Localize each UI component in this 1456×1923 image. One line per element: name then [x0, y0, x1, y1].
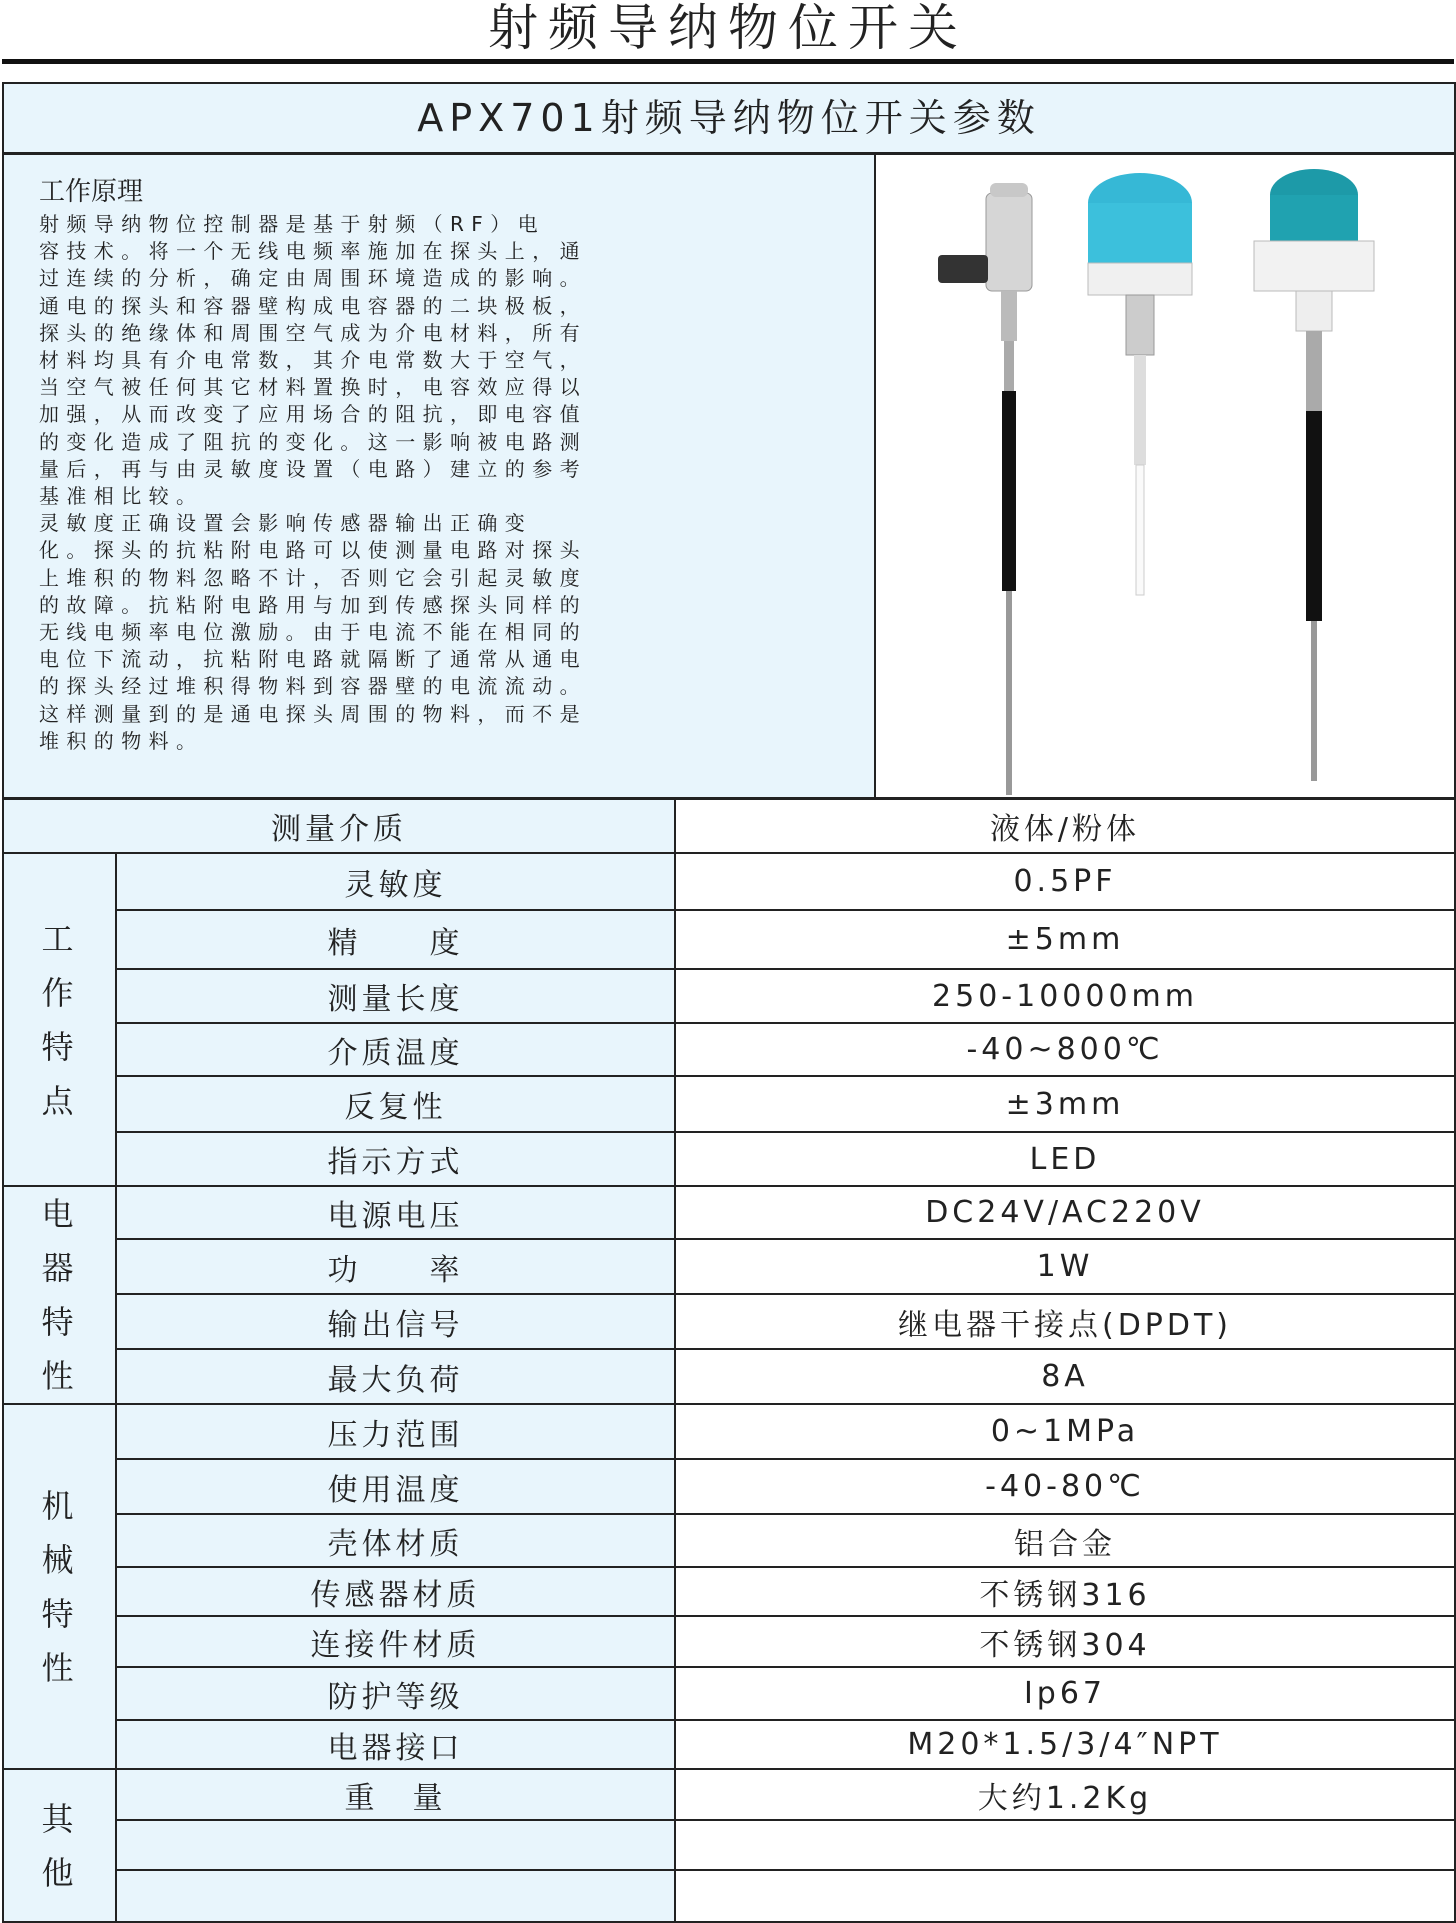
principle-line: 容技术。将一个无线电频率施加在探头上，通 — [39, 239, 587, 264]
param-label: 灵敏度 — [116, 853, 675, 910]
table-row — [4, 1514, 1454, 1567]
page-title: 射频导纳物位开关 — [488, 0, 968, 57]
table-row — [4, 910, 1454, 969]
table-row — [4, 1239, 1454, 1294]
principle-line: 灵敏度正确设置会影响传感器输出正确变 — [39, 511, 533, 536]
table-title: APX701射频导纳物位开关参数 — [4, 84, 1454, 155]
table-row — [4, 1870, 1454, 1922]
table-row — [4, 1294, 1454, 1350]
table-row — [4, 1186, 1454, 1239]
group-label — [4, 1404, 116, 1769]
principle-line: 过连续的分析，确定由周围环境造成的影响。 — [39, 266, 587, 291]
group-label-char: 其 — [41, 1799, 78, 1838]
medium-value: 液体/粉体 — [675, 800, 1454, 853]
param-label: 测量长度 — [116, 969, 675, 1023]
table-row — [4, 1720, 1454, 1769]
param-label: 功 率 — [116, 1239, 675, 1294]
param-value: ±5mm — [675, 910, 1454, 969]
group-label-char: 工 — [41, 919, 78, 958]
group-label-char: 特 — [41, 1027, 78, 1066]
param-value: 250-10000mm — [675, 969, 1454, 1023]
group-label-char: 机 — [41, 1486, 78, 1525]
principle-line: 通电的探头和容器壁构成电容器的二块极板， — [39, 293, 587, 318]
principle-heading: 工作原理 — [39, 177, 144, 207]
group-label — [4, 1769, 116, 1922]
param-label — [116, 1870, 675, 1922]
table-row — [4, 1459, 1454, 1514]
table-row — [4, 1820, 1454, 1870]
group-label-char: 点 — [41, 1081, 78, 1120]
group-label — [4, 853, 116, 1186]
spec-table — [2, 82, 1456, 1923]
parameter-table — [4, 800, 1454, 1923]
principle-text-cell — [4, 155, 876, 797]
level-switch-probes-image — [876, 155, 1452, 795]
param-value — [675, 1820, 1454, 1870]
param-label: 电源电压 — [116, 1186, 675, 1239]
principle-line: 基准相比较。 — [39, 484, 204, 509]
table-row — [4, 853, 1454, 910]
param-label: 壳体材质 — [116, 1514, 675, 1567]
param-value: 不锈钢304 — [675, 1616, 1454, 1667]
param-value — [675, 1870, 1454, 1922]
table-row — [4, 1349, 1454, 1404]
param-value: 1W — [675, 1239, 1454, 1294]
group-label-char: 器 — [41, 1249, 78, 1287]
param-value: 不锈钢316 — [675, 1567, 1454, 1616]
param-value: 大约1.2Kg — [675, 1769, 1454, 1820]
principle-section — [4, 155, 1454, 800]
param-label: 介质温度 — [116, 1023, 675, 1076]
param-label: 防护等级 — [116, 1667, 675, 1720]
param-value: DC24V/AC220V — [675, 1186, 1454, 1239]
table-row — [4, 1404, 1454, 1459]
principle-line: 探头的绝缘体和周围空气成为介电材料，所有 — [39, 320, 587, 345]
param-value: ±3mm — [675, 1076, 1454, 1132]
principle-line: 材料均具有介电常数，其介电常数大于空气， — [39, 348, 587, 373]
title-rule — [2, 59, 1454, 64]
product-photo — [876, 155, 1454, 797]
principle-body — [39, 211, 874, 755]
table-row — [4, 969, 1454, 1023]
group-label-char: 他 — [41, 1853, 78, 1892]
param-label: 重 量 — [116, 1769, 675, 1820]
param-value: 8A — [675, 1349, 1454, 1404]
group-label-char: 特 — [41, 1303, 78, 1341]
group-label-char: 性 — [41, 1357, 78, 1395]
param-value: M20*1.5/3/4″NPT — [675, 1720, 1454, 1769]
param-label: 输出信号 — [116, 1294, 675, 1350]
param-value: Ip67 — [675, 1667, 1454, 1720]
principle-line: 的变化造成了阻抗的变化。这一影响被电路测 — [39, 429, 587, 454]
group-label-char: 械 — [41, 1540, 78, 1579]
param-value: LED — [675, 1132, 1454, 1186]
principle-line: 堆积的物料。 — [39, 728, 204, 753]
param-value: 0~1MPa — [675, 1404, 1454, 1459]
group-label — [4, 1186, 116, 1404]
param-label: 反复性 — [116, 1076, 675, 1132]
table-row — [4, 1567, 1454, 1616]
param-label: 电器接口 — [116, 1720, 675, 1769]
group-label-char: 电 — [41, 1195, 78, 1233]
param-value: 铝合金 — [675, 1514, 1454, 1567]
principle-line: 化。探头的抗粘附电路可以使测量电路对探头 — [39, 538, 587, 563]
table-row — [4, 1616, 1454, 1667]
group-label-char: 性 — [41, 1648, 78, 1687]
param-label: 精 度 — [116, 910, 675, 969]
param-label: 最大负荷 — [116, 1349, 675, 1404]
table-row — [4, 1132, 1454, 1186]
group-label-char: 作 — [41, 973, 78, 1012]
table-row — [4, 1076, 1454, 1132]
param-label: 指示方式 — [116, 1132, 675, 1186]
table-row — [4, 800, 1454, 853]
principle-line: 上堆积的物料忽略不计，否则它会引起灵敏度 — [39, 565, 587, 590]
param-value: 继电器干接点(DPDT) — [675, 1294, 1454, 1350]
group-label-char: 特 — [41, 1594, 78, 1633]
principle-line: 无线电频率电位激励。由于电流不能在相同的 — [39, 620, 587, 645]
principle-line: 这样测量到的是通电探头周围的物料，而不是 — [39, 701, 587, 726]
principle-line: 当空气被任何其它材料置换时，电容效应得以 — [39, 375, 587, 400]
principle-line: 量后，再与由灵敏度设置（电路）建立的参考 — [39, 456, 587, 481]
param-label: 压力范围 — [116, 1404, 675, 1459]
principle-line: 射频导纳物位控制器是基于射频（RF）电 — [39, 212, 546, 236]
param-value: -40-80℃ — [675, 1459, 1454, 1514]
param-value: 0.5PF — [675, 853, 1454, 910]
table-row — [4, 1769, 1454, 1820]
principle-line: 电位下流动，抗粘附电路就隔断了通常从通电 — [39, 647, 587, 672]
principle-line: 的故障。抗粘附电路用与加到传感探头同样的 — [39, 592, 587, 617]
param-label — [116, 1820, 675, 1870]
param-label: 使用温度 — [116, 1459, 675, 1514]
param-label: 连接件材质 — [116, 1616, 675, 1667]
principle-line: 加强，从而改变了应用场合的阻抗，即电容值 — [39, 402, 587, 427]
param-label: 传感器材质 — [116, 1567, 675, 1616]
medium-label: 测量介质 — [4, 800, 675, 853]
table-row — [4, 1023, 1454, 1076]
param-value: -40~800℃ — [675, 1023, 1454, 1076]
principle-line: 的探头经过堆积得物料到容器壁的电流流动。 — [39, 674, 587, 699]
table-row — [4, 1667, 1454, 1720]
